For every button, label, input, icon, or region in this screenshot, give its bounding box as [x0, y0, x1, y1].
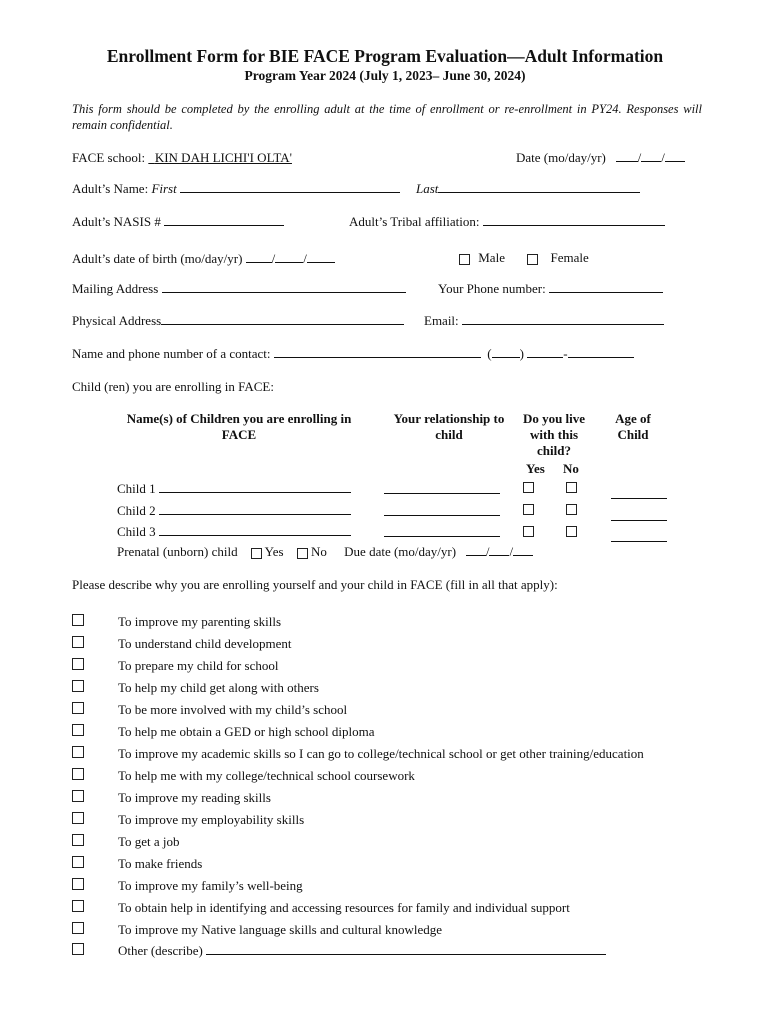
due-date-label: Due date (mo/day/yr): [344, 544, 457, 559]
email-label: Email:: [424, 313, 459, 328]
tribal-label: Adult’s Tribal affiliation:: [349, 214, 480, 229]
contact-phone-prefix-field[interactable]: [527, 346, 563, 358]
child-row: [117, 524, 351, 540]
col-header-child-names: Name(s) of Children you are enrolling in FACE: [126, 411, 352, 442]
child-label: Child 3: [117, 524, 156, 539]
reason-checkbox[interactable]: [72, 900, 84, 912]
prenatal-row: [117, 544, 533, 560]
reason-label: To improve my Native language skills and cultural knowledge: [118, 922, 443, 937]
reason-label: To improve my employability skills: [118, 812, 305, 827]
nasis-label: Adult’s NASIS #: [72, 214, 161, 229]
reason-label: To improve my reading skills: [118, 790, 271, 805]
last-name-row: [416, 181, 640, 197]
reason-checkbox[interactable]: [72, 878, 84, 890]
nasis-field[interactable]: [164, 214, 284, 226]
instructions: This form should be completed by the enrolling adult at the time of enrollment or re-enrollment in PY24. Responses will remain confidential.: [72, 102, 702, 132]
child-row: [117, 503, 351, 519]
dob-row: [72, 251, 335, 267]
email-field[interactable]: [462, 313, 664, 325]
female-checkbox[interactable]: [527, 254, 538, 265]
reason-label: To help me obtain a GED or high school diploma: [118, 724, 375, 739]
live-yes-header: Yes: [526, 461, 545, 476]
reason-label: To obtain help in identifying and accessing resources for family and individual support: [118, 900, 570, 915]
reason-checkbox[interactable]: [72, 680, 84, 692]
prenatal-yes-checkbox[interactable]: [251, 548, 262, 559]
date-row: [516, 150, 685, 166]
first-name-label: First: [151, 181, 177, 196]
nasis-row: [72, 214, 284, 230]
contact-row: Name and phone number of a contact: ( ) -: [72, 346, 634, 362]
reason-label: To improve my parenting skills: [118, 614, 282, 629]
contact-area-code-field[interactable]: [492, 346, 520, 358]
reason-label: To improve my family’s well-being: [118, 878, 303, 893]
first-name-field[interactable]: [180, 181, 400, 193]
reason-label: To make friends: [118, 856, 203, 871]
child-live-yes-checkbox[interactable]: [523, 504, 534, 515]
other-checkbox[interactable]: [72, 943, 84, 955]
male-checkbox[interactable]: [459, 254, 470, 265]
dob-label: Adult’s date of birth (mo/day/yr): [72, 251, 243, 266]
child-label: Child 2: [117, 503, 156, 518]
child-age-field[interactable]: [611, 530, 667, 542]
reason-checkbox[interactable]: [72, 768, 84, 780]
child-age-field[interactable]: [611, 509, 667, 521]
mailing-field[interactable]: [162, 281, 406, 293]
reason-checkbox[interactable]: [72, 790, 84, 802]
child-live-no-checkbox[interactable]: [566, 504, 577, 515]
physical-row: [72, 313, 404, 329]
adult-name-label: Adult’s Name:: [72, 181, 149, 196]
contact-label: Name and phone number of a contact:: [72, 346, 271, 361]
date-field[interactable]: / /: [609, 150, 685, 165]
email-row: [424, 313, 664, 329]
children-intro: Child (ren) you are enrolling in FACE:: [72, 379, 274, 394]
prenatal-label: Prenatal (unborn) child: [117, 544, 238, 559]
reason-checkbox[interactable]: [72, 702, 84, 714]
last-name-field[interactable]: [438, 181, 640, 193]
face-school-value[interactable]: KIN DAH LICHI'I OLTA': [154, 150, 292, 165]
last-name-label: Last: [416, 181, 439, 196]
prenatal-no-label: No: [311, 544, 327, 559]
prenatal-no-checkbox[interactable]: [297, 548, 308, 559]
phone-field[interactable]: [549, 281, 663, 293]
physical-field[interactable]: [161, 313, 404, 325]
prenatal-yes-label: Yes: [264, 544, 284, 559]
child-live-no-checkbox[interactable]: [566, 526, 577, 537]
other-describe-field[interactable]: [206, 943, 606, 955]
col-header-live-with: Do you live with this child?: [522, 411, 586, 458]
tribal-field[interactable]: [483, 214, 665, 226]
form-subtitle: Program Year 2024 (July 1, 2023– June 30, 2024): [244, 68, 526, 83]
reason-label: To improve my academic skills so I can go to college/technical school or get other training/education: [118, 746, 644, 761]
face-school-label: FACE school:: [72, 150, 146, 165]
date-label: Date (mo/day/yr): [516, 150, 606, 165]
reason-label: To understand child development: [118, 636, 292, 651]
live-no-header: No: [563, 461, 579, 476]
physical-label: Physical Address: [72, 313, 162, 328]
reason-checkbox[interactable]: [72, 636, 84, 648]
child-age-field[interactable]: [611, 487, 667, 499]
tribal-row: [349, 214, 665, 230]
face-school-row: [72, 150, 292, 166]
child-label: Child 1: [117, 481, 156, 496]
child-relationship-field[interactable]: [384, 504, 500, 516]
form-title: Enrollment Form for BIE FACE Program Evaluation—Adult Information: [106, 46, 664, 66]
male-label: Male: [478, 250, 505, 265]
reason-checkbox[interactable]: [72, 834, 84, 846]
contact-name-field[interactable]: [274, 346, 481, 358]
reason-label: To help me with my college/technical school coursework: [118, 768, 415, 783]
reason-checkbox[interactable]: [72, 812, 84, 824]
child-live-yes-checkbox[interactable]: [523, 526, 534, 537]
child-live-no-checkbox[interactable]: [566, 482, 577, 493]
col-header-age: Age of Child: [615, 411, 651, 442]
child-live-yes-checkbox[interactable]: [523, 482, 534, 493]
contact-phone-line-field[interactable]: [568, 346, 634, 358]
reasons-intro: Please describe why you are enrolling yourself and your child in FACE (fill in all that apply):: [72, 577, 558, 592]
mailing-row: [72, 281, 406, 297]
reason-checkbox[interactable]: [72, 856, 84, 868]
reason-checkbox[interactable]: [72, 658, 84, 670]
reason-checkbox[interactable]: [72, 922, 84, 934]
female-label: Female: [550, 250, 589, 265]
mailing-label: Mailing Address: [72, 281, 159, 296]
dob-field[interactable]: / /: [246, 251, 335, 266]
due-date-field[interactable]: / /: [459, 544, 533, 559]
reason-label: To get a job: [118, 834, 180, 849]
gender-row: [459, 250, 589, 266]
child-name-field[interactable]: [159, 524, 351, 536]
other-label: Other (describe): [118, 943, 606, 959]
child-relationship-field[interactable]: [384, 525, 500, 537]
reason-label: To prepare my child for school: [118, 658, 279, 673]
child-name-field[interactable]: [159, 503, 351, 515]
reason-label: To help my child get along with others: [118, 680, 319, 695]
child-relationship-field[interactable]: [384, 482, 500, 494]
reason-checkbox[interactable]: [72, 724, 84, 736]
child-name-field[interactable]: [159, 481, 351, 493]
reason-label: To be more involved with my child’s school: [118, 702, 348, 717]
reason-checkbox[interactable]: [72, 614, 84, 626]
child-row: [117, 481, 351, 497]
phone-label: Your Phone number:: [438, 281, 546, 296]
reason-checkbox[interactable]: [72, 746, 84, 758]
adult-name-row: [72, 181, 400, 197]
col-header-relationship: Your relationship to child: [393, 411, 505, 442]
phone-row: [438, 281, 663, 297]
